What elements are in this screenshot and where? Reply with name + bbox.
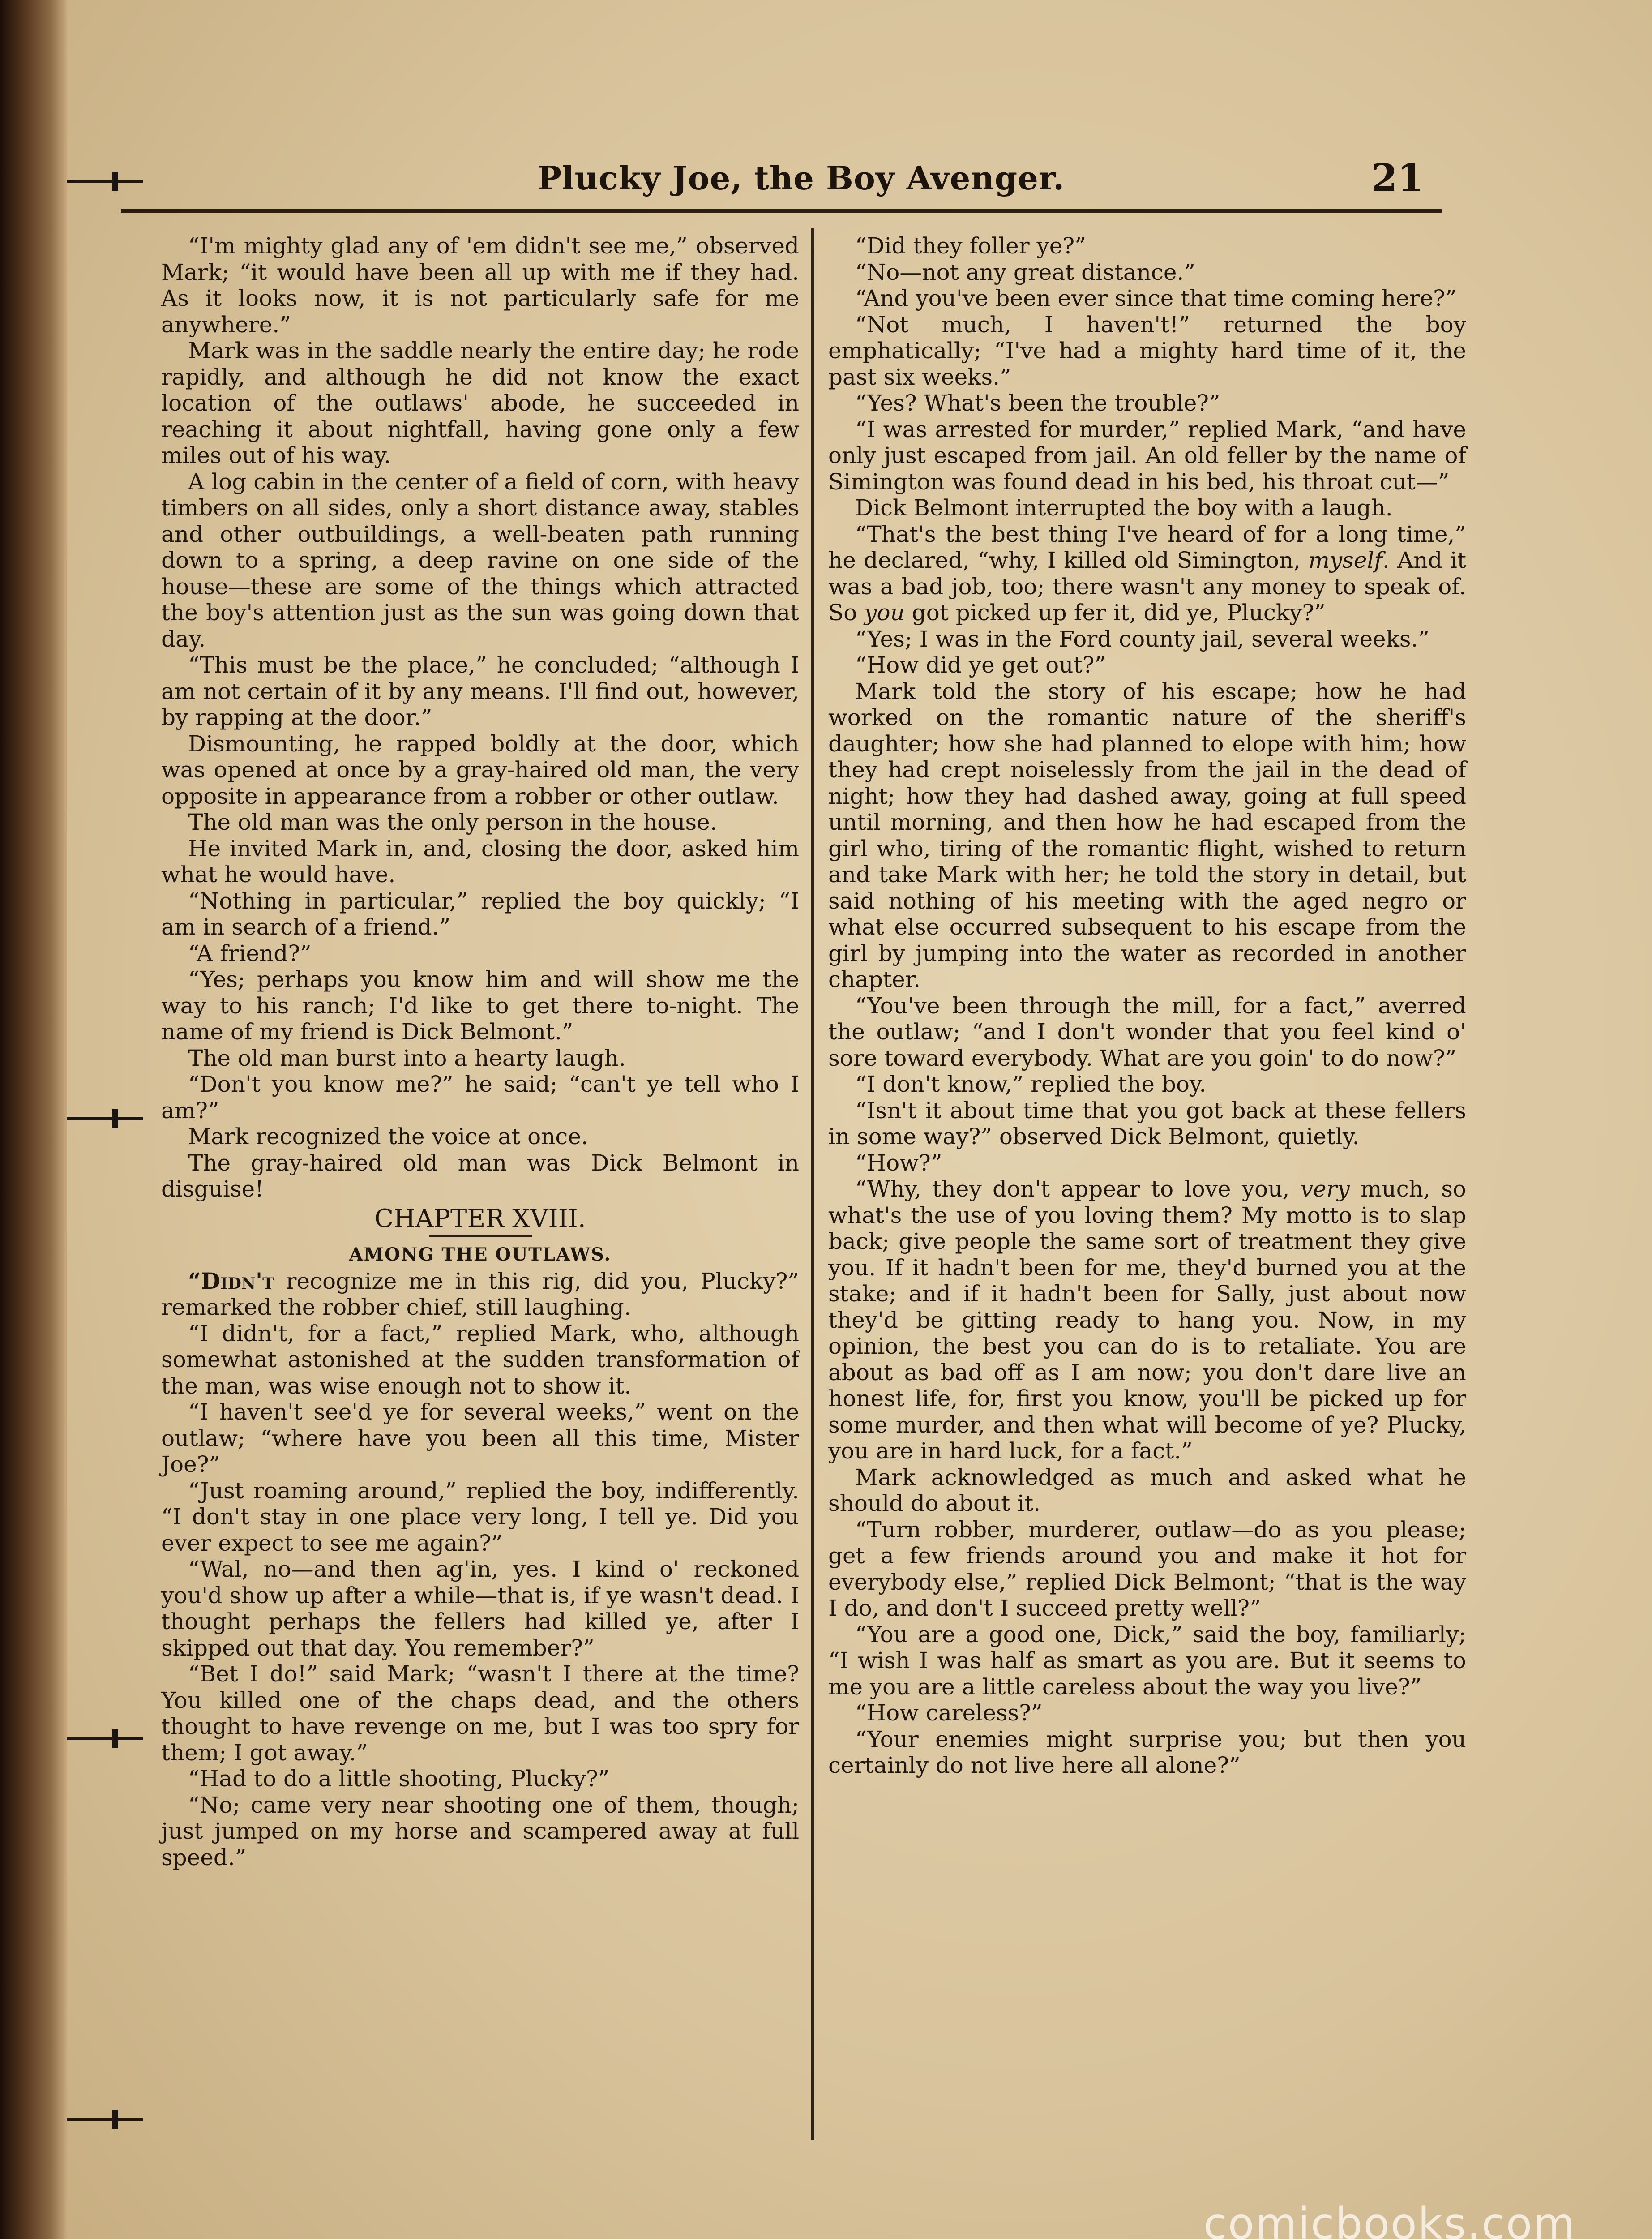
binding-stitch [67, 1733, 143, 1744]
paragraph: “I'm mighty glad any of 'em didn't see me,” observed Mark; “it would have been all up with me if they had. As it looks now, it is not particularly safe for me anywhere.” [161, 233, 799, 338]
paragraph: Mark recognized the voice at once. [188, 1124, 588, 1150]
chapter-opening-text: recognize me in this rig, did you, Plucky?” remarked the robber chief, still laughing. [161, 1268, 799, 1320]
paragraph: “Had to do a little shooting, Plucky?” [188, 1766, 610, 1792]
paragraph: “Nothing in particular,” replied the boy quickly; “I am in search of a friend.” [161, 888, 799, 940]
paragraph: A log cabin in the center of a field of corn, with heavy timbers on all sides, only a short distance away, stables and other outbuildings, a well-beaten path running down to a spring, a deep ravine on one side of the house—these are some of the things which attracted the boy's attention just as the sun was going down that day. [161, 468, 799, 652]
paragraph: “Yes; perhaps you know him and will show me the way to his ranch; I'd like to get there to-night. The name of my friend is Dick Belmont.” [161, 966, 799, 1045]
left-column-chapter-paragraphs [161, 1321, 799, 1871]
paragraph: Mark told the story of his escape; how he had worked on the romantic nature of the sheriff's daughter; how she had planned to elope with him; how they had crept noiselessly from the jail in the dead of night; how they had dashed away, going at full speed until morning, and then how he had escaped from the girl who, tiring of the romantic flight, wished to return and take Mark with her; he told the story in detail, but said nothing of his meeting with the aged negro or what else occurred subsequent to his escape from the girl by jumping into the water as recorded in another chapter. [828, 678, 1466, 992]
chapter-opening-word: “Didn't [188, 1267, 274, 1294]
paragraph: “You've been through the mill, for a fact,” averred the outlaw; “and I don't wonder that you feel kind o' sore toward everybody. What are you goin' to do now?” [828, 992, 1466, 1071]
chapter-opening-paragraph [161, 1268, 799, 1321]
binding-stitch [67, 1113, 143, 1124]
watermark: comicbooks.com [1203, 2199, 1576, 2239]
paragraph-text: . And it was a bad job, too; there wasn't any money to speak of. So [828, 547, 1466, 626]
paragraph: “How careless?” [855, 1700, 1043, 1726]
left-column-paragraphs [161, 233, 799, 1202]
page-title: Plucky Joe, the Boy Avenger. [537, 159, 1065, 197]
paragraph: “I haven't see'd ye for several weeks,” went on the outlaw; “where have you been all this time, Mister Joe?” [161, 1399, 799, 1477]
paragraph: He invited Mark in, and, closing the door, asked him what he would have. [161, 835, 799, 888]
paragraph: “Did they foller ye?” [855, 233, 1086, 259]
paragraph: The old man burst into a hearty laugh. [188, 1045, 626, 1071]
right-column-paragraphs [828, 233, 1466, 521]
chapter-rule [429, 1235, 532, 1237]
paragraph: “How did ye get out?” [855, 652, 1106, 678]
paragraph-text: got picked up fer it, did ye, Plucky?” [904, 600, 1326, 626]
right-column-end-paragraphs [828, 1464, 1466, 1779]
binding-stitch [67, 2114, 143, 2124]
paragraph: Dick Belmont interrupted the boy with a laugh. [855, 495, 1393, 521]
right-column [828, 233, 1466, 1779]
emphasis-text: you [864, 600, 905, 626]
emphasis-text: very [1300, 1176, 1350, 1202]
chapter-subtitle: AMONG THE OUTLAWS. [349, 1244, 612, 1265]
page-number: 21 [1371, 155, 1424, 200]
paragraph: “I didn't, for a fact,” replied Mark, who, although somewhat astonished at the sudden transformation of the man, was wise enough not to show it. [161, 1320, 799, 1399]
paragraph: “Turn robber, murderer, outlaw—do as you please; get a few friends around you and make it hot for everybody else,” replied Dick Belmont; “that is the way I do, and don't I succeed pretty well?” [828, 1516, 1466, 1621]
emphasis-text: myself [1308, 547, 1382, 573]
paragraph: “Don't you know me?” he said; “can't ye tell who I am?” [161, 1071, 799, 1124]
paragraph: “This must be the place,” he concluded; “although I am not certain of it by any means. I'll find out, however, by rapping at the door.” [161, 652, 799, 730]
paragraph: “I was arrested for murder,” replied Mark, “and have only just escaped from jail. An old feller by the name of Simington was found dead in his bed, his throat cut—” [828, 416, 1466, 495]
chapter-title: CHAPTER XVIII. [374, 1204, 586, 1233]
paragraph: “Your enemies might surprise you; but then you certainly do not live here all alone?” [828, 1726, 1466, 1778]
paragraph: The old man was the only person in the house. [188, 809, 717, 835]
paragraph: “Yes? What's been the trouble?” [855, 390, 1220, 416]
paragraph: “I don't know,” replied the boy. [855, 1071, 1207, 1097]
paragraph: “How?” [855, 1150, 942, 1176]
column-divider [811, 228, 814, 2140]
paragraph-text: much, so what's the use of you loving them? My motto is to slap back; give people the same sort of treatment they give you. If it hadn't been for me, they'd burned you at the stake; and if it hadn't been for Sally, just about now they'd be gitting ready to hang you. Now, in my opinion, the best you can do is to retaliate. You are about as bad off as I am now; you don't dare live an honest life, for, first you know, you'll be picked up for some murder, and then what will become of ye? Plucky, you are in hard luck, for a fact.” [828, 1176, 1467, 1464]
paragraph: “And you've been ever since that time coming here?” [855, 285, 1457, 311]
right-column-mid-paragraphs [828, 626, 1466, 1176]
belmont-motto-paragraph [828, 1176, 1466, 1464]
paragraph: The gray-haired old man was Dick Belmont in disguise! [161, 1150, 799, 1202]
paragraph: “Just roaming around,” replied the boy, indifferently. “I don't stay in one place very long, I tell ye. Did you ever expect to see me again?” [161, 1477, 799, 1556]
paragraph: Dismounting, he rapped boldly at the door, which was opened at once by a gray-haired old man, the very opposite in appearance from a robber or other outlaw. [161, 730, 799, 809]
belmont-confession-paragraph [828, 521, 1466, 626]
header-rule [121, 209, 1442, 213]
book-spine [0, 0, 67, 2239]
paragraph: “A friend?” [188, 940, 312, 966]
paragraph: “Bet I do!” said Mark; “wasn't I there at the time? You killed one of the chaps dead, and the others thought to have revenge on me, but I was too spry for them; I got away.” [161, 1661, 799, 1766]
paragraph: “Yes; I was in the Ford county jail, several weeks.” [855, 626, 1430, 652]
paragraph-text: “That's the best thing I've heard of for a long time,” he declared, “why, I killed old Simington, [828, 521, 1466, 573]
paragraph: “Not much, I haven't!” returned the boy emphatically; “I've had a mighty hard time of it, the past six weeks.” [828, 311, 1466, 390]
paragraph: “You are a good one, Dick,” said the boy, familiarly; “I wish I was half as smart as you are. But it seems to me you are a little careless about the way you live?” [828, 1621, 1466, 1700]
running-header [121, 146, 1442, 213]
paragraph: “No—not any great distance.” [855, 259, 1195, 285]
paragraph: Mark was in the saddle nearly the entire day; he rode rapidly, and although he did not know the exact location of the outlaws' abode, he succeeded in reaching it about nightfall, having gone only a few miles out of his way. [161, 338, 799, 468]
paragraph: “Isn't it about time that you got back at these fellers in some way?” observed Dick Belmont, quietly. [828, 1097, 1466, 1150]
paragraph: “No; came very near shooting one of them, though; just jumped on my horse and scampered away at full speed.” [161, 1792, 799, 1870]
paragraph-text: “Why, they don't appear to love you, [855, 1176, 1301, 1202]
paragraph: “Wal, no—and then ag'in, yes. I kind o' reckoned you'd show up after a while—that is, if ye wasn't dead. I thought perhaps the fellers had killed ye, after I skipped out that day. You remember?” [161, 1556, 799, 1661]
paragraph: Mark acknowledged as much and asked what he should do about it. [828, 1464, 1466, 1516]
left-column [161, 233, 799, 1870]
